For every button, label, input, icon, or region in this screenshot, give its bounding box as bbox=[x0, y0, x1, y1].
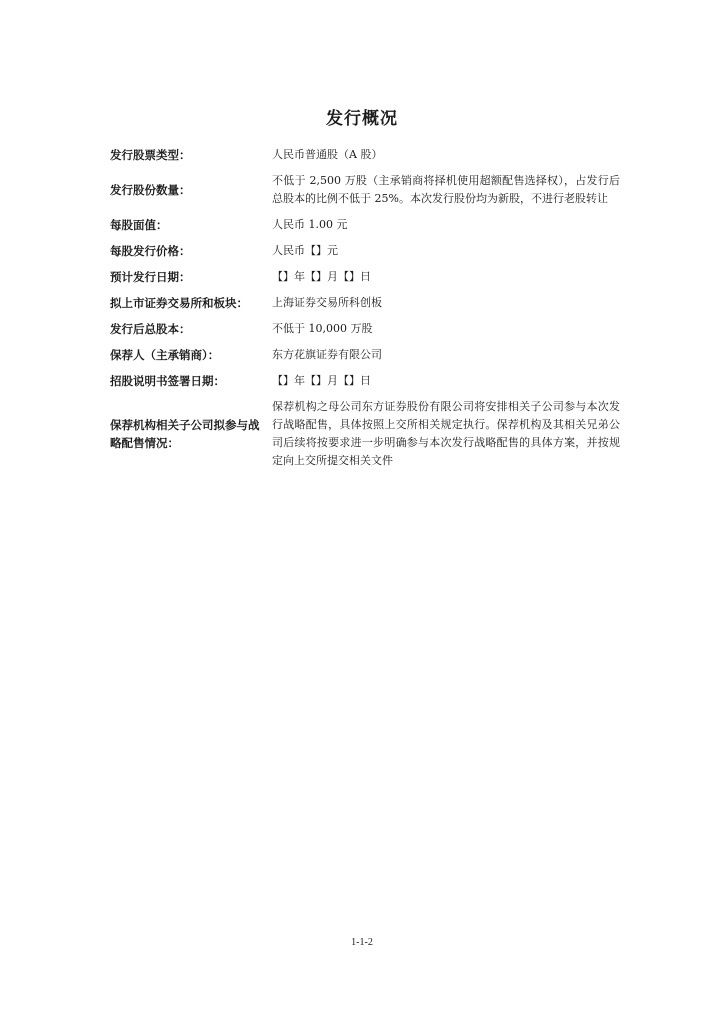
row-value: 【】年【】月【】日 bbox=[272, 270, 371, 283]
offering-info-table bbox=[110, 142, 620, 474]
row-value: 人民币 1.00 元 bbox=[272, 218, 348, 231]
row-stock-type bbox=[110, 142, 620, 168]
document-title: 发行概况 bbox=[326, 109, 398, 129]
row-par-value bbox=[110, 212, 620, 238]
row-prospectus-date bbox=[110, 368, 620, 394]
row-listing-exchange bbox=[110, 290, 620, 316]
row-label: 发行股票类型： bbox=[110, 148, 191, 162]
row-label: 预计发行日期： bbox=[110, 270, 191, 284]
row-label: 保荐机构相关子公司拟参与战略配售情况： bbox=[110, 418, 260, 450]
row-value: 不低于 10,000 万股 bbox=[272, 322, 373, 335]
row-value: 上海证券交易所科创板 bbox=[272, 296, 382, 309]
row-label: 发行后总股本： bbox=[110, 322, 191, 336]
row-share-quantity bbox=[110, 168, 620, 212]
row-value: 不低于 2,500 万股（主承销商将择机使用超额配售选择权），占发行后总股本的比例不低于 25%。本次发行股份均为新股，不进行老股转让 bbox=[272, 174, 620, 205]
row-label: 招股说明书签署日期： bbox=[110, 374, 225, 388]
row-value: 保荐机构之母公司东方证券股份有限公司将安排相关子公司参与本次发行战略配售，具体按照上交所相关规定执行。保荐机构及其相关兄弟公司后续将按要求进一步明确参与本次发行战略配售的具体方案，并按规定向上交所提交相关文件 bbox=[272, 400, 620, 467]
page-number: 1-1-2 bbox=[351, 937, 373, 948]
row-sponsor bbox=[110, 342, 620, 368]
row-label: 拟上市证券交易所和板块： bbox=[110, 296, 248, 310]
row-label: 保荐人（主承销商）： bbox=[110, 348, 220, 362]
row-value: 人民币【】元 bbox=[272, 244, 338, 257]
row-label: 每股发行价格： bbox=[110, 244, 191, 258]
row-strategic-placement bbox=[110, 394, 620, 474]
row-label: 每股面值： bbox=[110, 218, 168, 232]
row-issue-price bbox=[110, 238, 620, 264]
row-total-shares bbox=[110, 316, 620, 342]
row-label: 发行股份数量： bbox=[110, 183, 191, 197]
row-issue-date bbox=[110, 264, 620, 290]
row-value: 人民币普通股（A 股） bbox=[272, 148, 383, 161]
row-value: 【】年【】月【】日 bbox=[272, 374, 371, 387]
row-value: 东方花旗证券有限公司 bbox=[272, 348, 382, 361]
